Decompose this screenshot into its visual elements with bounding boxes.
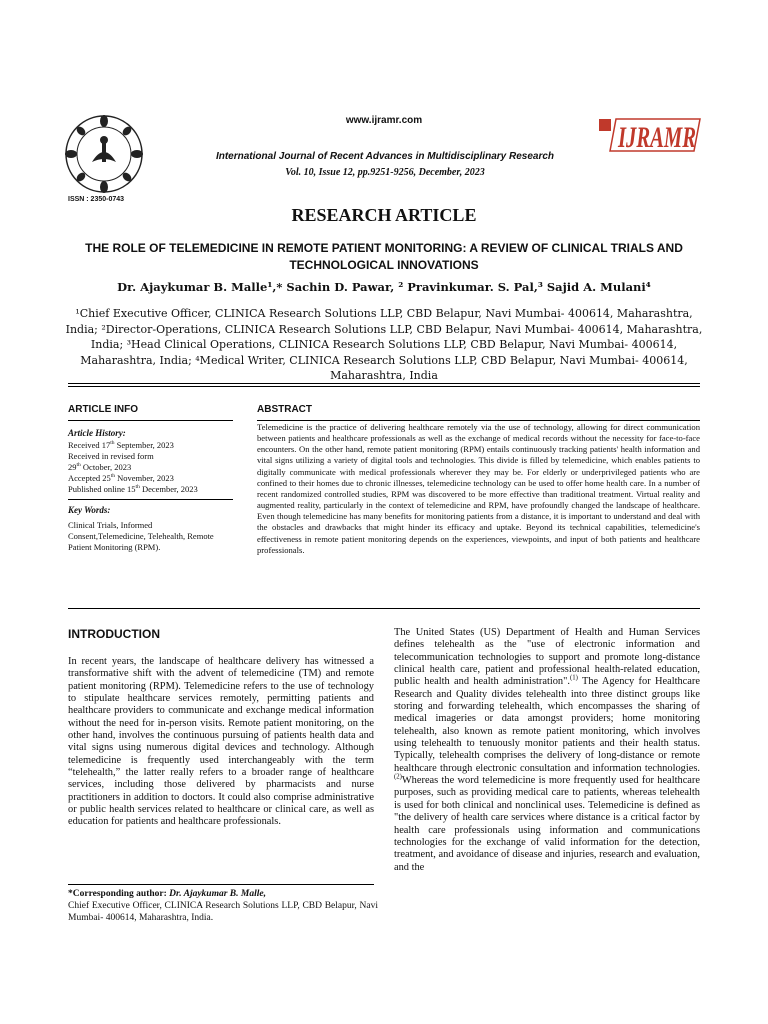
citation-ref[interactable]: (1) bbox=[569, 674, 578, 682]
introduction-right-text bbox=[394, 627, 700, 874]
ijramr-logo bbox=[598, 113, 702, 157]
introduction-heading: INTRODUCTION bbox=[68, 627, 160, 641]
logo-wordmark: IJRAMR bbox=[617, 121, 696, 154]
divider bbox=[257, 420, 700, 421]
keywords-label: Key Words: bbox=[68, 505, 111, 515]
history-revised: 29th October, 2023 bbox=[68, 462, 132, 472]
journal-name: International Journal of Recent Advances in Multidisciplinary Research bbox=[215, 151, 555, 162]
keywords: Clinical Trials, Informed Consent,Telemedicine, Telehealth, Remote Patient Monitoring (RPM). bbox=[68, 520, 214, 552]
article-history-label: Article History: bbox=[68, 428, 126, 438]
journal-url[interactable]: www.ijramr.com bbox=[345, 115, 423, 126]
footnote-divider bbox=[68, 884, 374, 885]
authors: Dr. Ajaykumar B. Malle¹,* Sachin D. Pawar, ² Pravinkumar. S. Pal,³ Sajid A. Mulani⁴ bbox=[117, 280, 651, 294]
abstract-text: Telemedicine is the practice of delivering healthcare remotely via the use of technology, allowing for direct communication between patients and healthcare professionals as well as the exchange of medical records without the necessity for face-to-face encounters. On the other hand, remote patient monitoring (RPM) entails continuously tracking patients' health information and vital signs utilizing a variety of digital tools and technologies. This divide is filled by telemedicine, which enables patients to digitally communicate with medical professionals wherever they may be. For elderly or underprivileged patients who are confined to their homes due to chronic illnesses, telemedicine technology can be used to offer home health care. In a number of recent randomized controlled studies, RPM was discovered to be more effective than traditional treatment. Virtual reality and augmented reality, particularly in the context of telemedicine and RPM, have profoundly changed the landscape of healthcare. Even though telemedicine has many benefits for monitoring patients from a distance, it is important to understand and deal with the obstacles and drawbacks that might hinder its efficacy and uptake. Beyond its technical capabilities, telemedicine's effectiveness in remote patient monitoring depends on the experiences, viewpoints, and input of both patients and healthcare professionals. bbox=[257, 422, 700, 555]
section-divider bbox=[68, 383, 700, 384]
article-title: THE ROLE OF TELEMEDICINE IN REMOTE PATIENT MONITORING: A REVIEW OF CLINICAL TRIALS AND TECHNOLOGICAL INNOVATIONS bbox=[85, 241, 683, 272]
affiliations: ¹Chief Executive Officer, CLINICA Research Solutions LLP, CBD Belapur, Navi Mumbai- 400614, Maharashtra, India; ²Director-Operations, CLINICA Research Solutions LLP, CBD Belapur, Navi Mumbai- 400614, Maharashtra, India; ³Head Clinical Operations, CLINICA Research Solutions LLP, CBD Belapur, Navi Mumbai- 400614, Maharashtra, India; ⁴Medical Writer, CLINICA Research Solutions LLP, CBD Belapur, Navi Mumbai- 400614, Maharashtra, India bbox=[65, 307, 703, 382]
history-revised-label: Received in revised form bbox=[68, 451, 154, 461]
abstract-heading: ABSTRACT bbox=[257, 404, 312, 415]
article-type: RESEARCH ARTICLE bbox=[291, 205, 477, 225]
corresponding-label: *Corresponding author: bbox=[68, 889, 167, 899]
section-divider bbox=[68, 608, 700, 609]
journal-volume: Vol. 10, Issue 12, pp.9251-9256, December, 2023 bbox=[285, 167, 485, 178]
intro-para-3: Whereas the word telemedicine is more frequently used for healthcare purposes, such as providing medical care to patients, whereas telehealth is used for both clinical and nonclinical uses. Telemedicine is defined as "the delivery of health care services where distance is a critical factor by health care professionals using information and communications technologies for the exchange of valid information for the detection, treatment, and avoidance of disease and injuries, research and evaluation, and the bbox=[394, 775, 700, 873]
history-published: Published online 15th December, 2023 bbox=[68, 484, 198, 494]
citation-ref[interactable]: (2) bbox=[394, 773, 402, 781]
history-accepted: Accepted 25th November, 2023 bbox=[68, 473, 174, 483]
section-divider bbox=[68, 386, 700, 387]
intro-para-2: The Agency for Healthcare Research and Quality divides telehealth into three distinct groups like storing and forwarding telehealth, which encompasses the sharing of medical imageries or data amongst providers; home monitoring telehealth, also known as remote patient monitoring, which involves using telehealth to tenuously monitor patients and their health status. Typically, telehealth comprises the delivery of long-distance or remote healthcare through electronic consultation and information technologies. bbox=[394, 676, 700, 774]
corresponding-name: Dr. Ajaykumar B. Malle, bbox=[169, 889, 266, 899]
article-history bbox=[68, 440, 238, 495]
intro-para-1: The United States (US) Department of Health and Human Services defines telehealth as the "use of electronic information and telecommunication technologies to support and promote long-distance clinical health care, patient and professional health-related education, public health and health administration". bbox=[394, 627, 700, 688]
corresponding-author bbox=[68, 888, 378, 924]
article-info-heading: ARTICLE INFO bbox=[68, 404, 138, 415]
divider bbox=[68, 420, 233, 421]
divider bbox=[68, 499, 233, 500]
introduction-left-text: In recent years, the landscape of healthcare delivery has witnessed a transformative shift with the advent of telemedicine (TM) and remote patient monitoring (RPM). Telemedicine refers to the use of technology to stipulate healthcare services remotely, permitting patients and healthcare providers to communicate and exchange medical information without the need for in-person visits. Remote patient monitoring, on the other hand, involves the continuous pursuing of patients health data and vital signs using numerous digital devices and technology. Although telemedicine is frequently used interchangeably with the term “telehealth,” the latter really refers to a broader range of healthcare services, including those delivered by pharmacists and nurse practitioners in addition to doctors. It could also comprise administrative or public health services related to healthcare or clinical care, as well as education for patients and healthcare professionals. bbox=[68, 656, 374, 828]
issn-label: ISSN : 2350-0743 bbox=[68, 196, 125, 203]
corresponding-address: Chief Executive Officer, CLINICA Research Solutions LLP, CBD Belapur, Navi Mumbai- 400614, Maharashtra, India. bbox=[68, 901, 378, 923]
history-received: Received 17th September, 2023 bbox=[68, 440, 174, 450]
